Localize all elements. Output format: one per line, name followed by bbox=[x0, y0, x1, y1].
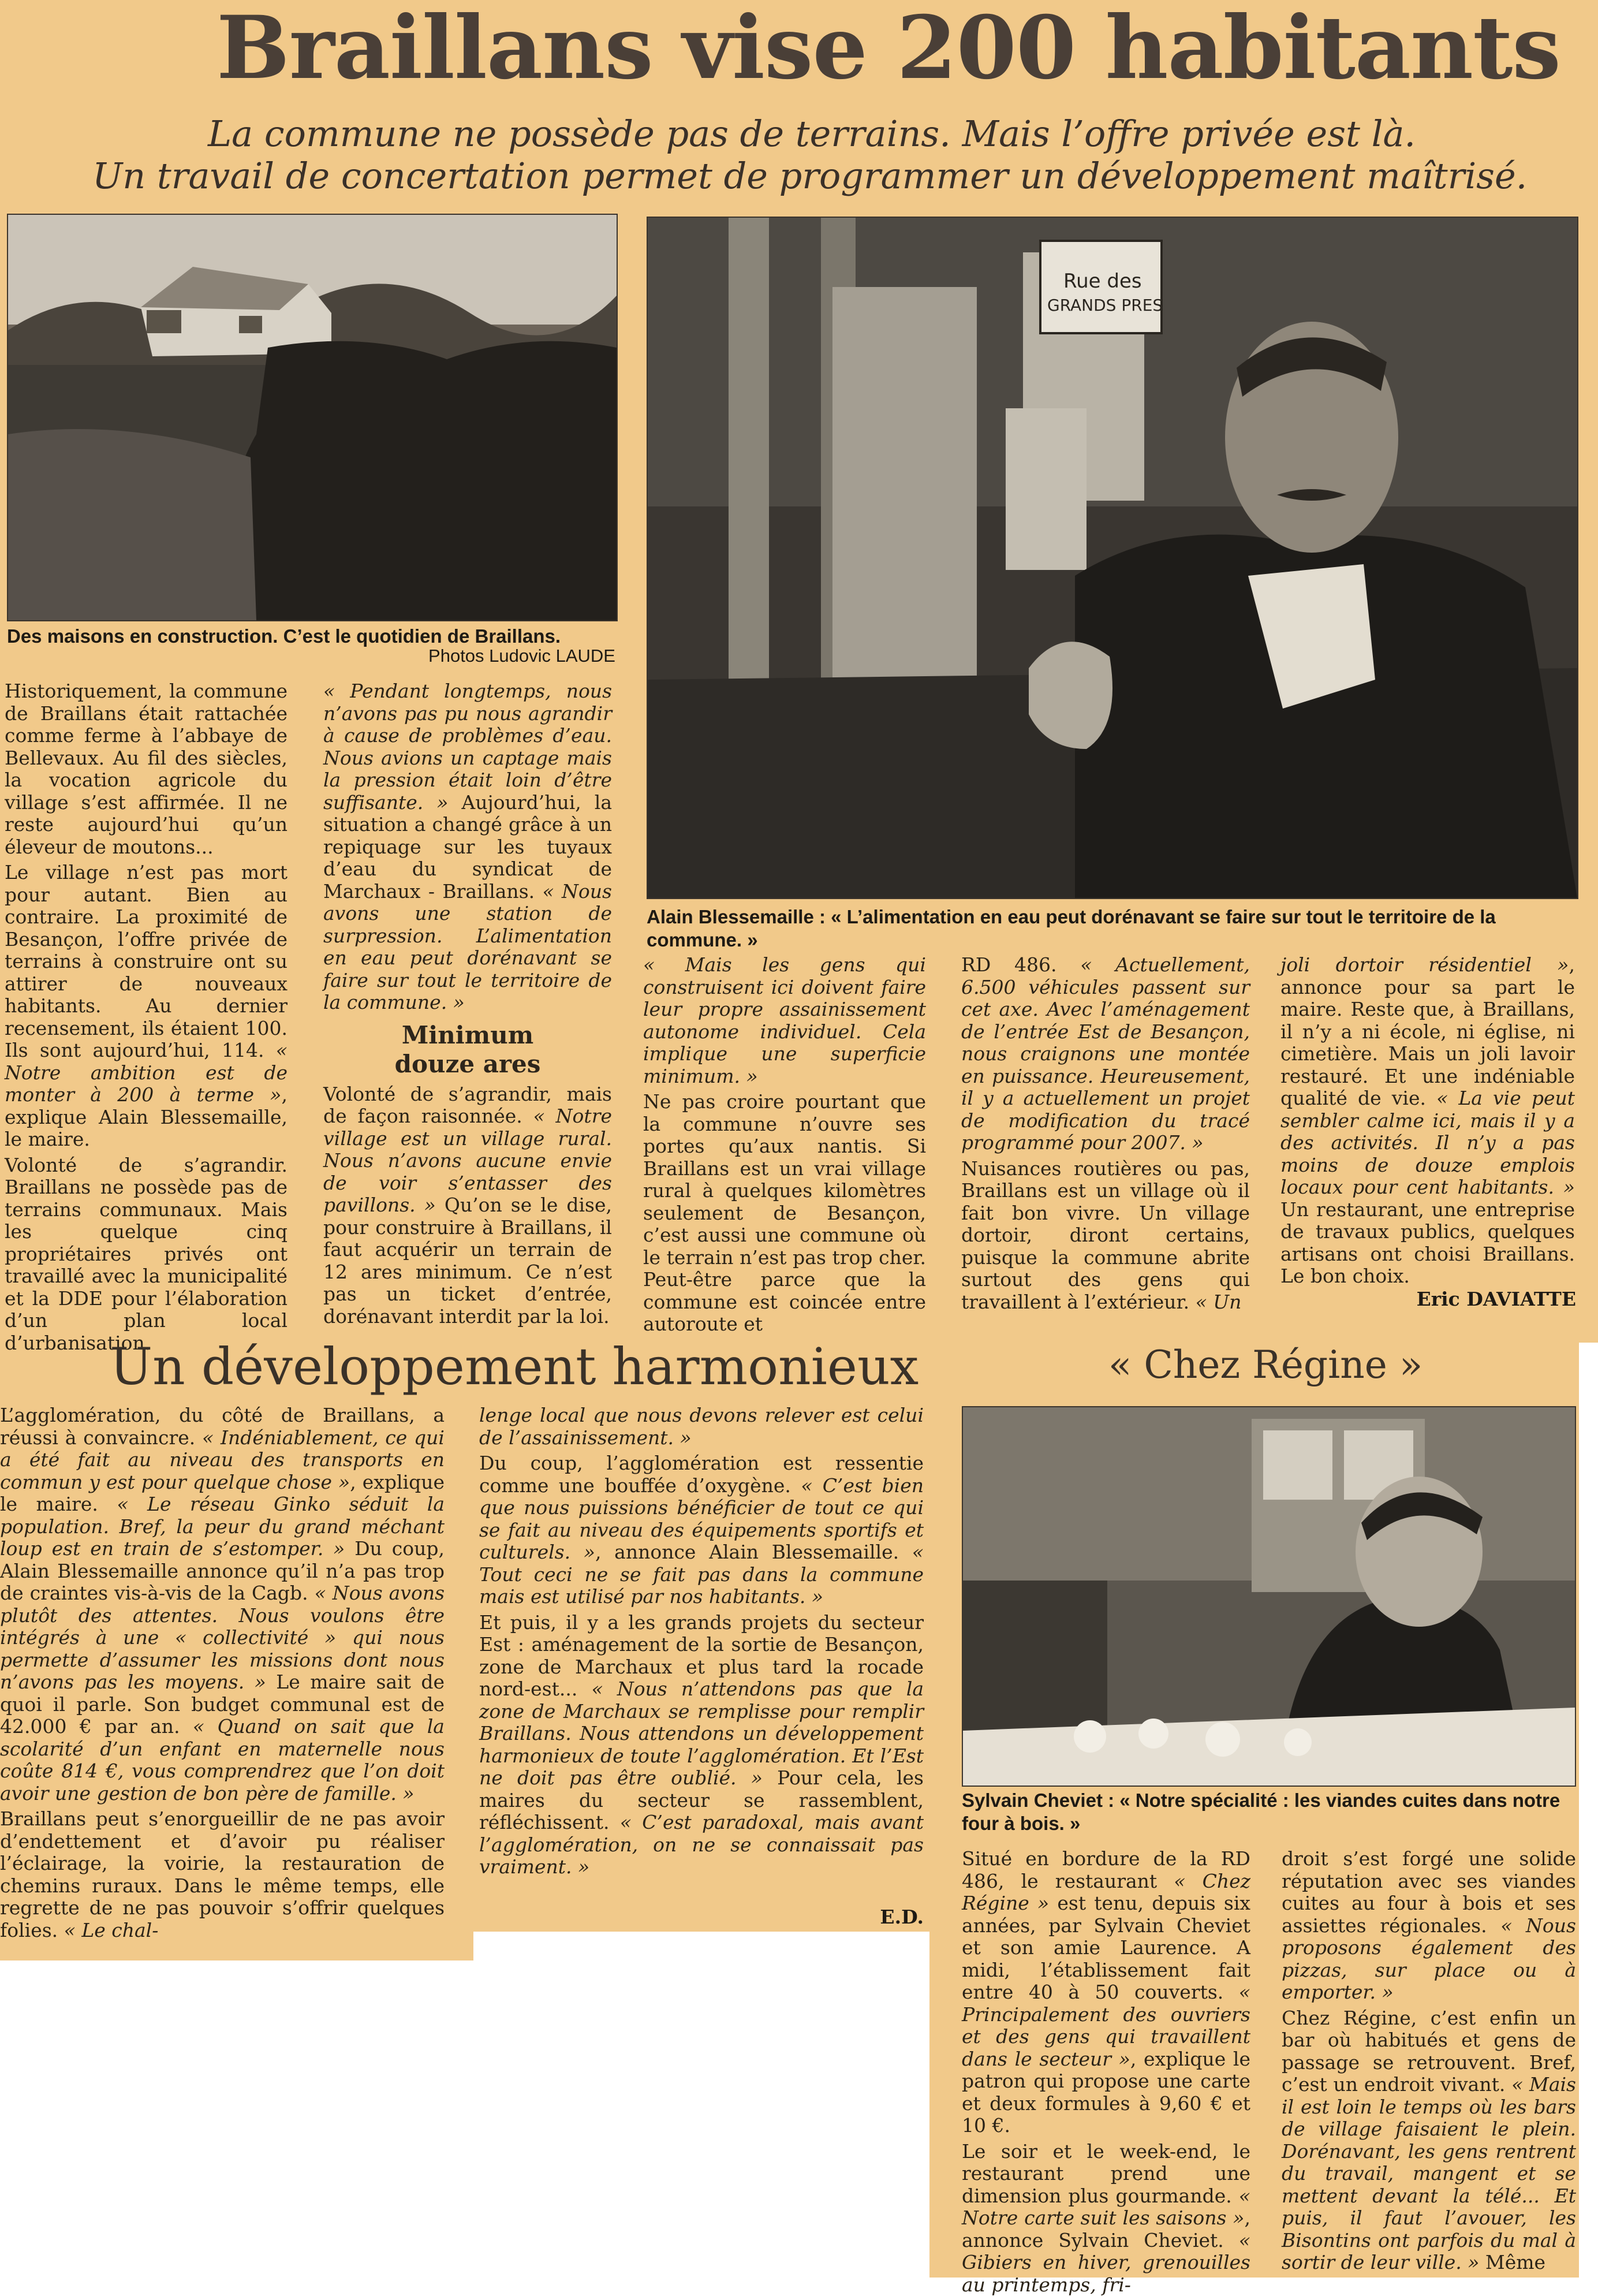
article2-title: Un développement harmonieux bbox=[110, 1337, 919, 1396]
article2-column-1 bbox=[0, 1404, 445, 1941]
article-column-2 bbox=[323, 680, 612, 1328]
article3-title: « Chez Régine » bbox=[1108, 1343, 1422, 1387]
paragraph: Le village n’est pas mort pour autant. Bien au contraire. La proximité de Besançon, l’offre privée de terrains à construire ont su attirer de nouveaux habitants. Au dernier recensement, ils étaient 100. Ils sont aujourd’hui, 114. « Notre ambition est de monter à 200 à terme », explique Alain Blessemaille, le maire. bbox=[5, 862, 288, 1151]
headline: Braillans vise 200 habitants bbox=[216, 0, 1560, 99]
street-sign-text-2: GRANDS PRES bbox=[1047, 296, 1163, 315]
paragraph: L’agglomération, du côté de Braillans, a réussi à convaincre. « Indéniablement, ce qui a été fait au niveau des transports en commun y est pour quelque chose », explique le maire. « Le réseau Ginko séduit la population. Bref, la peur du grand méchant loup est en train de s’estomper. » Du coup, Alain Blessemaille annonce qu’il n’a pas trop de craintes vis-à-vis de la Cagb. « Nous avons plutôt des attentes. Nous voulons être intégrés à une « collectivité » qui nous permette d’assumer les missions dont nous n’avons pas les moyens. » Le maire sait de quoi il parle. Son budget communal est de 42.000 € par an. « Quand on sait que la scolarité d’un enfant en maternelle nous coûte 814 €, vous comprendrez que l’on doit avoir une gestion de bon père de famille. » bbox=[0, 1404, 445, 1805]
paragraph: Volonté de s’agrandir. Braillans ne possède pas de terrains communaux. Mais les quelque cinq propriétaires privés ont travaillé avec la municipalité et la DDE pour l’élaboration d’un plan local d’urbanisation. bbox=[5, 1154, 288, 1355]
article3-column-2 bbox=[1282, 1848, 1576, 2274]
article3-column-1 bbox=[962, 1848, 1250, 2296]
paragraph: Ne pas croire pourtant que la commune n’ouvre ses portes qu’aux nantis. Si Braillans est un vrai village rural à quelques kilomètres seulement de Besançon, c’est aussi une commune où le terrain n’est pas trop cher. Peut-être parce que la commune est coincée entre autoroute et bbox=[643, 1091, 926, 1336]
paragraph: « Mais les gens qui construisent ici doivent faire leur propre assainissement autonome individuel. Cela implique une superficie minimum. » bbox=[643, 954, 926, 1087]
paragraph: joli dortoir résidentiel », annonce pour sa part le maire. Reste que, à Braillans, il n’y a ni école, ni église, ni cimetière. Mais un joli lavoir restauré. Et une indéniable qualité de vie. « La vie peut sembler calme ici, mais il y a des activités. Il n’y a pas moins de douze emplois locaux pour cent habitants. » Un restaurant, une entreprise de travaux publics, quelques artisans ont choisi Braillans. Le bon choix. bbox=[1280, 954, 1575, 1288]
photo-restaurant-owner bbox=[962, 1406, 1576, 1787]
paragraph: Chez Régine, c’est enfin un bar où habitués et gens de passage se retrouvent. Bref, c’est un endroit vivant. « Mais il est loin le temps où les bars de village faisaient le plein. Dorénavant, les gens rentrent du travail, mangent et se mettent devant la télé... Et puis, il faut l’avouer, les Bisontins ont parfois du mal à sortir de leur ville. » Même bbox=[1282, 2007, 1576, 2274]
photo-houses-construction bbox=[7, 214, 618, 621]
paragraph: Historiquement, la commune de Braillans était rattachée comme ferme à l’abbaye de Bellevaux. Au fil des siècles, la vocation agricole du village s’est affirmée. Il ne reste aujourd’hui qu’un éleveur de moutons... bbox=[5, 680, 288, 858]
signature-eric-daviatte: Eric DAVIATTE bbox=[1386, 1288, 1576, 1310]
paragraph: Du coup, l’agglomération est ressentie comme une bouffée d’oxygène. « C’est bien que nous puissions bénéficier de tout ce qui se fait au niveau des équipements sportifs et culturels. », annonce Alain Blessemaille. « Tout ceci ne se fait pas dans la commune mais est utilisé par nos habitants. » bbox=[479, 1452, 924, 1608]
article-column-4 bbox=[961, 954, 1250, 1313]
paragraph: droit s’est forgé une solide réputation avec ses viandes cuites au four à bois et ses assiettes régionales. « Nous proposons également des pizzas, sur place ou à emporter. » bbox=[1282, 1848, 1576, 2004]
photo1-credit: Photos Ludovic LAUDE bbox=[346, 646, 615, 666]
street-sign-text-1: Rue des bbox=[1063, 270, 1142, 293]
photo3-caption: Sylvain Cheviet : « Notre spécialité : les viandes cuites dans notre four à bois. » bbox=[962, 1789, 1574, 1835]
paragraph: « Pendant longtemps, nous n’avons pas pu nous agrandir à cause de problèmes d’eau. Nous avions un captage mais la pression était loin d’être suffisante. » Aujourd’hui, la situation a changé grâce à un repiquage sur les tuyaux d’eau du syndicat de Marchaux - Braillans. « Nous avons une station de surpression. L’alimentation en eau peut dorénavant se faire sur tout le territoire de la commune. » bbox=[323, 680, 612, 1014]
article2-column-2 bbox=[479, 1404, 924, 1878]
subheading-minimum: Minimum douze ares bbox=[323, 1021, 612, 1079]
article-column-3 bbox=[643, 954, 926, 1336]
paragraph: Le soir et le week-end, le restaurant prend une dimension plus gourmande. « Notre carte suit les saisons », annonce Sylvain Cheviet. « Gibiers en hiver, grenouilles au printemps, fri- bbox=[962, 2141, 1250, 2296]
paragraph: Situé en bordure de la RD 486, le restaurant « Chez Régine » est tenu, depuis six années, par Sylvain Cheviet et son amie Laurence. A midi, l’établissement fait entre 40 à 50 couverts. « Principalement des ouvriers et des gens qui travaillent dans le secteur », explique le patron qui propose une carte et deux formules à 9,60 € et 10 €. bbox=[962, 1848, 1250, 2137]
photo-mayor-sign bbox=[647, 217, 1578, 899]
deck-line-1: La commune ne possède pas de terrains. Mais l’offre privée est là. bbox=[208, 113, 1386, 155]
paragraph: Et puis, il y a les grands projets du secteur Est : aménagement de la sortie de Besançon, zone de Marchaux et plus tard la rocade nord-est... « Nous n’attendons pas que la zone de Marchaux se remplisse pour remplir Braillans. Nous attendons un développement harmonieux de toute l’agglomération. Et l’Est ne doit pas être oublié. » Pour cela, les maires du secteur se rassemblent, réfléchissent. « C’est paradoxal, mais avant l’agglomération, on ne se connaissait pas vraiment. » bbox=[479, 1612, 924, 1878]
deck-line-2: Un travail de concertation permet de programmer un développement maîtrisé. bbox=[92, 155, 1501, 197]
paragraph: lenge local que nous devons relever est celui de l’assainissement. » bbox=[479, 1404, 924, 1449]
signature-ed: E.D. bbox=[826, 1906, 924, 1928]
paragraph: Braillans peut s’enorgueillir de ne pas avoir d’endettement et d’avoir pu réaliser l’éclairage, la voirie, la restauration de chemins ruraux. Dans le même temps, elle regrette de ne pas pouvoir s’offrir quelques folies. « Le chal- bbox=[0, 1808, 445, 1941]
article-column-1 bbox=[5, 680, 288, 1354]
photo2-caption: Alain Blessemaille : « L’alimentation en eau peut dorénavant se faire sur tout le territoire de la commune. » bbox=[647, 905, 1582, 952]
paragraph: Nuisances routières ou pas, Braillans est un village où il fait bon vivre. Un village dortoir, diront certains, puisque la commune abrite surtout des gens qui travaillent à l’extérieur. « Un bbox=[961, 1158, 1250, 1314]
paragraph: Volonté de s’agrandir, mais de façon raisonnée. « Notre village est un village rural. Nous n’avons aucune envie de voir s’entasser des pavillons. » Qu’on se le dise, pour construire à Braillans, il faut acquérir un terrain de 12 ares minimum. Ce n’est pas un ticket d’entrée, dorénavant interdit par la loi. bbox=[323, 1083, 612, 1328]
photo1-caption: Des maisons en construction. C’est le quotidien de Braillans. bbox=[7, 625, 642, 648]
paragraph: RD 486. « Actuellement, 6.500 véhicules passent sur cet axe. Avec l’aménagement de l’entrée Est de Besançon, nous craignons une montée en puissance. Heureusement, il y a actuellement un projet de modification du tracé programmé pour 2007. » bbox=[961, 954, 1250, 1154]
article-column-5 bbox=[1280, 954, 1575, 1288]
